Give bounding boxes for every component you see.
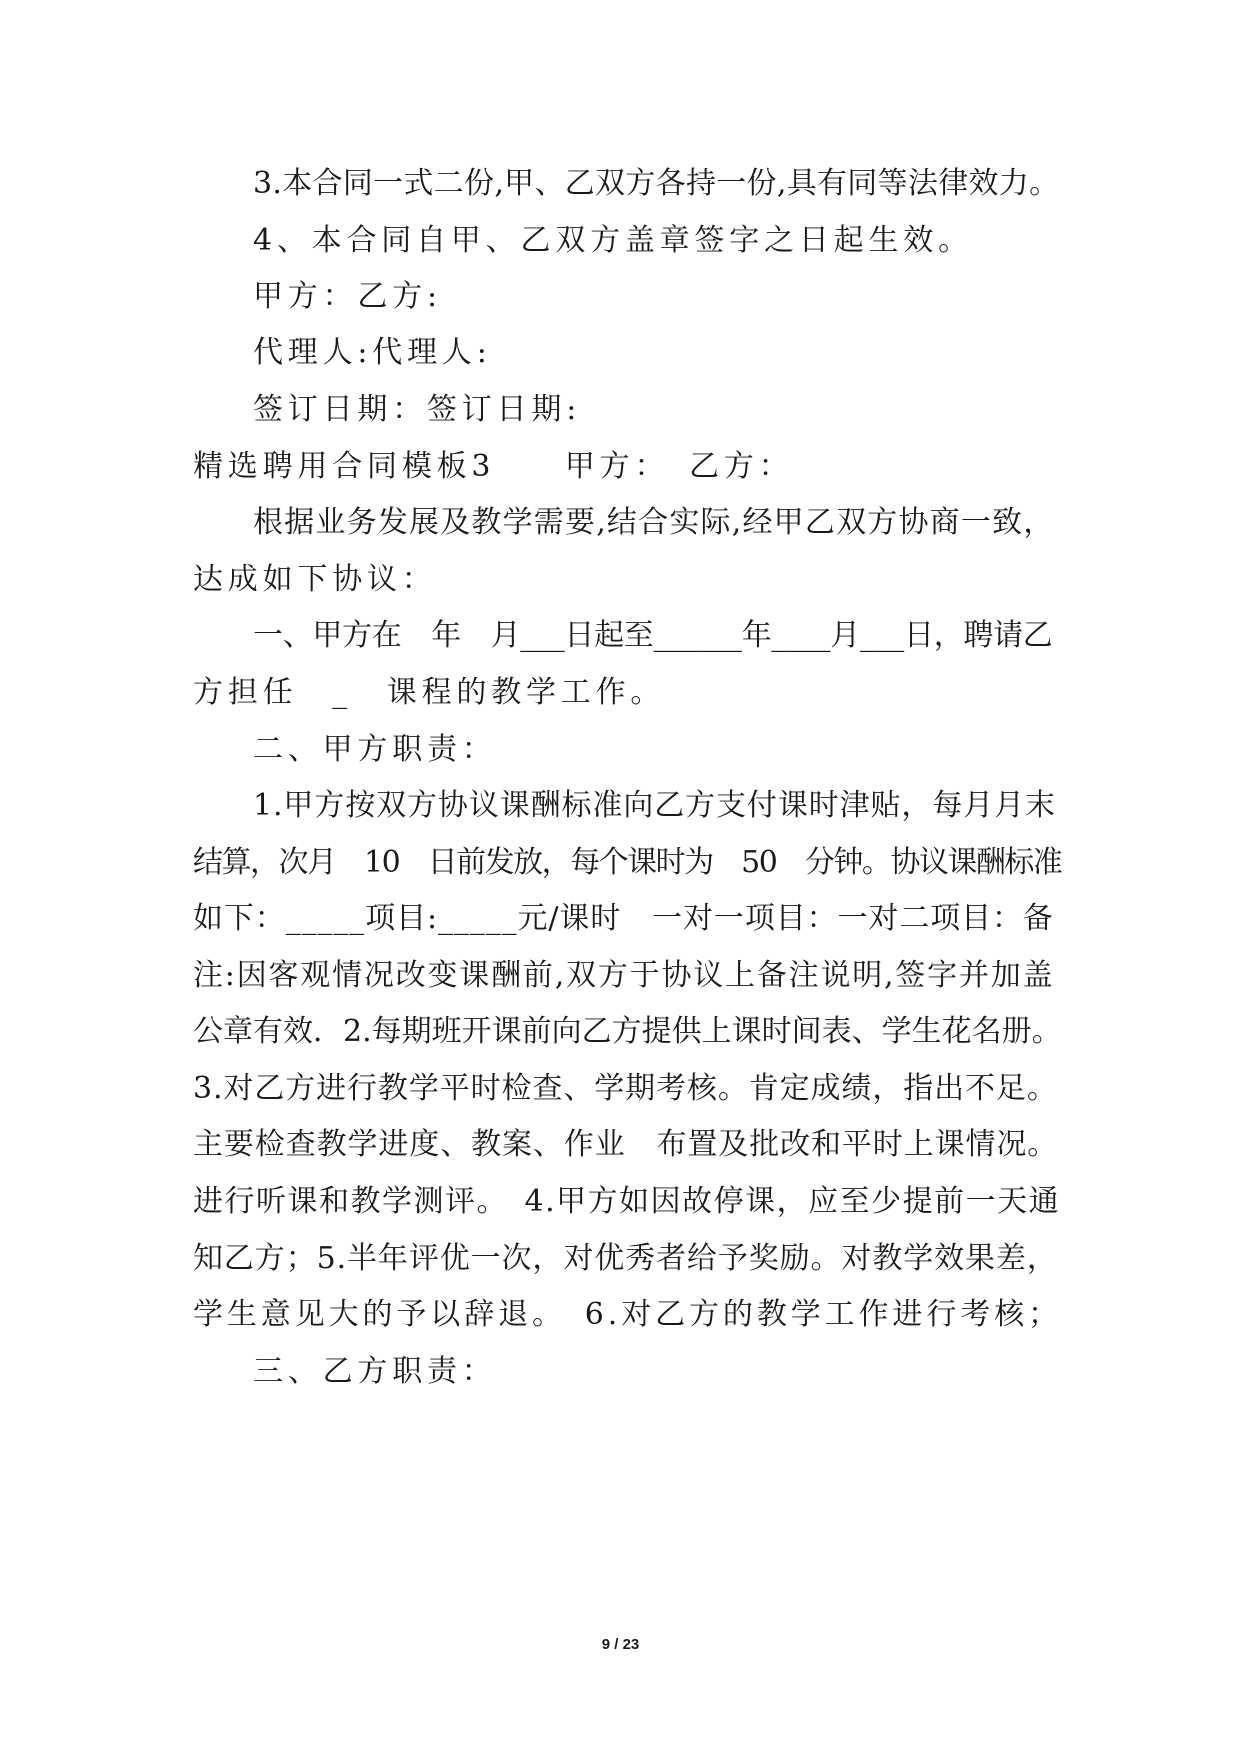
template-heading: 精选聘用合同模板3 甲方： 乙方： bbox=[193, 449, 794, 484]
body-line-2: 4、本合同自甲、乙双方盖章签字之日起生效。 bbox=[253, 223, 973, 258]
body-line-12: 1.甲方按双方协议课酬标准向乙方支付课时津贴，每月月末 bbox=[253, 788, 1056, 823]
body-line-1: 3.本合同一式二份,甲、乙双方各持一份,具有同等法律效力。 bbox=[253, 166, 1060, 201]
body-line-19: 进行听课和教学测评。 4.甲方如因故停课，应至少提前一天通 bbox=[193, 1184, 1061, 1219]
body-line-13: 结算，次月 10 日前发放，每个课时为 50 分钟。协议课酬标准 bbox=[193, 845, 1062, 880]
agent-line: 代理人:代理人: bbox=[253, 335, 492, 370]
body-line-18: 主要检查教学进度、教案、作业 布置及批改和平时上课情况。 bbox=[193, 1127, 1059, 1162]
body-line-20: 知乙方；5.半年评优一次，对优秀者给予奖励。对教学效果差， bbox=[193, 1241, 1058, 1276]
body-line-7: 根据业务发展及教学需要,结合实际,经甲乙双方协商一致， bbox=[253, 505, 1055, 540]
body-line-10: 方担任 _ 课程的教学工作。 bbox=[193, 675, 666, 710]
body-line-15: 注:因客观情况改变课酬前,双方于协议上备注说明,签字并加盖 bbox=[193, 958, 1055, 993]
body-line-14: 如下：_____项目:_____元/课时 一对一项目：一对二项目：备 bbox=[193, 901, 1054, 936]
body-line-9: 一、甲方在 年 月___日起至______年____月___日，聘请乙 bbox=[253, 618, 1053, 653]
body-line-21: 学生意见大的予以辞退。 6.对乙方的教学工作进行考核； bbox=[193, 1297, 1062, 1332]
party-line: 甲方：乙方: bbox=[253, 279, 442, 314]
sign-date-line: 签订日期：签订日期: bbox=[253, 392, 582, 427]
body-line-16: 公章有效．2.每期班开课前向乙方提供上课时间表、学生花名册。 bbox=[193, 1014, 1062, 1049]
body-line-17: 3.对乙方进行教学平时检查、学期考核。肯定成绩，指出不足。 bbox=[193, 1071, 1058, 1106]
page-number: 9 / 23 bbox=[601, 1636, 640, 1653]
body-line-8: 达成如下协议： bbox=[193, 562, 437, 597]
section-heading-party-a: 二、甲方职责： bbox=[253, 732, 497, 767]
section-heading-party-b: 三、乙方职责： bbox=[253, 1354, 497, 1389]
